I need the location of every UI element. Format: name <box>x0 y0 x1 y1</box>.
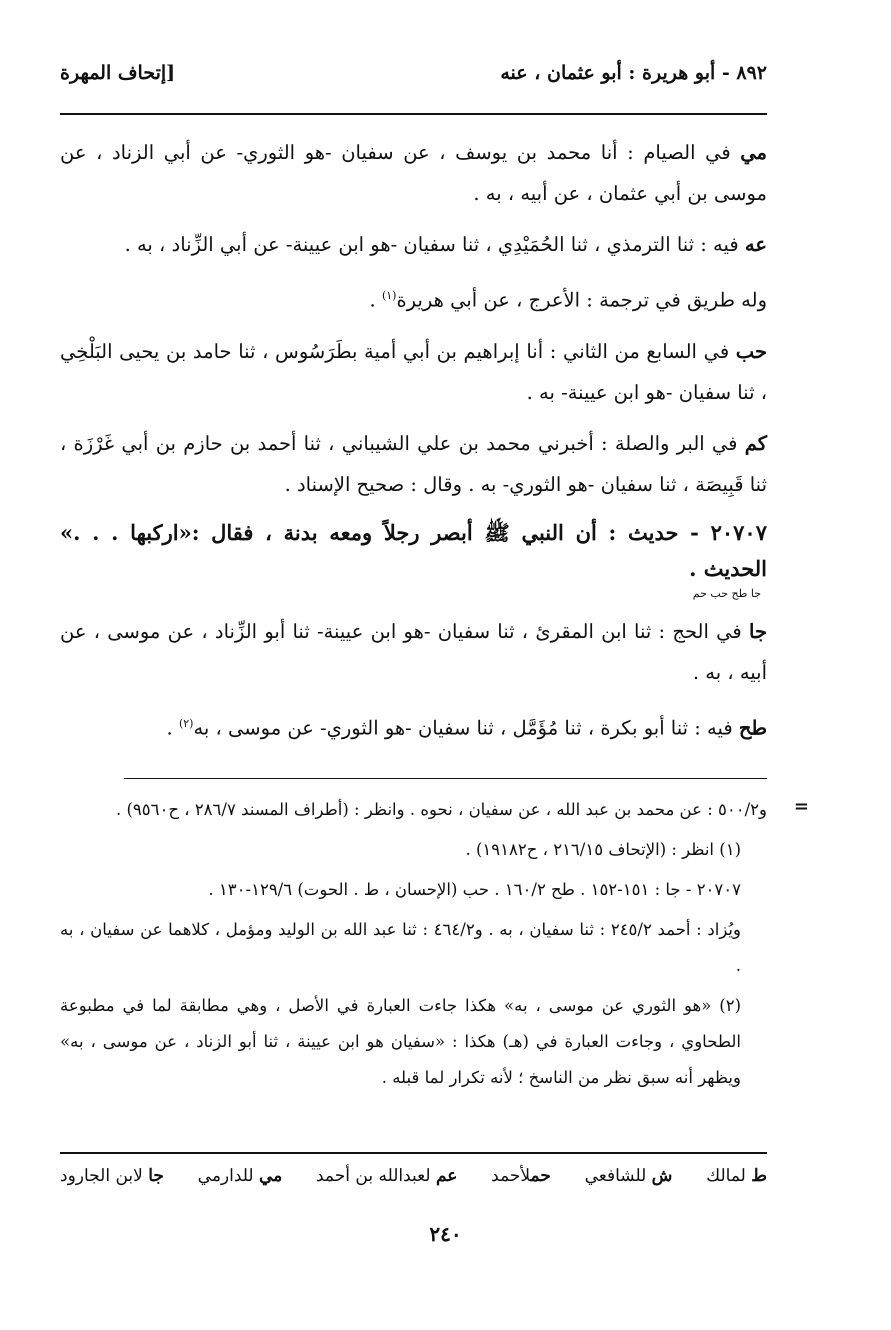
hadith-entry <box>60 515 767 601</box>
source-code: حب <box>735 339 767 363</box>
source-code: عه <box>744 233 767 256</box>
continuation-marker: = <box>793 796 809 817</box>
footnote-1: (١) انظر : (الإتحاف ٢١٦/١٥ ، ح١٩١٨٢) . <box>465 840 741 859</box>
main-text <box>60 132 767 758</box>
header-rule <box>60 113 767 115</box>
legend-item: حملأحمد <box>491 1166 551 1186</box>
source-code: مي <box>740 141 767 164</box>
page-header <box>60 62 767 92</box>
hadith-number: ٢٠٧٠٧ <box>710 519 767 545</box>
legend-rule <box>60 1152 767 1154</box>
running-title: ٨٩٢ - أبو هريرة : أبو عثمان ، عنه <box>500 62 767 84</box>
paragraph-hb: حب في السابع من الثاني : أنا إبراهيم بن أبي أمية بطَرَسُوس ، ثنا حامد بن يحيى البَلْخِي ، ثنا سفيان -هو ابن عيينة- به . <box>60 339 767 404</box>
footnote-2: (٢) «هو الثوري عن موسى ، به» هكذا جاءت العبارة في الأصل ، وهي مطابقة لما في مطبوعة الطحاوي ، وجاءت العبارة في (هـ) هكذا : «سفيان هو ابن عيينة ، ثنا أبو الزناد ، عن موسى ، به» ويظهر أنه سبق نظر من الناسخ ؛ لأنه تكرار لما قبله . <box>60 996 741 1087</box>
footnotes <box>60 792 767 1100</box>
legend-item: جا لابن الجارود <box>60 1166 164 1186</box>
footnote-hadith-sources: ٢٠٧٠٧ - جا : ١٥١-١٥٢ . طح ١٦٠/٢ . حب (الإحسان ، ط . الحوت) ١٢٩/٦-١٣٠ . <box>208 880 741 899</box>
legend-item: ش للشافعي <box>584 1166 673 1186</box>
paragraph-th: طح فيه : ثنا أبو بكرة ، ثنا مُؤَمَّل ، ثنا سفيان -هو الثوري- عن موسى ، به$^{(٢)}$ . <box>166 716 767 739</box>
paragraph-mi: مي في الصيام : أنا محمد بن يوسف ، عن سفيان -هو الثوري- عن أبي الزناد ، عن موسى بن أبي عثمان ، عن أبيه ، به . <box>60 141 767 205</box>
hadith-sigla: جا طح حب حم <box>692 586 761 600</box>
legend-item: ط لمالك <box>706 1166 767 1186</box>
footnote-rule <box>124 778 767 779</box>
paragraph-cross-reference: وله طريق في ترجمة : الأعرج ، عن أبي هريرة$^{(١)}$ . <box>369 288 767 312</box>
book-title: [إتحاف المهرة <box>60 62 176 84</box>
legend-item: عم لعبدالله بن أحمد <box>316 1166 458 1186</box>
footnote-additions: ويُزاد : أحمد ٢٤٥/٢ : ثنا سفيان ، به . و٤٦٤/٢ : ثنا عبد الله بن الوليد ومؤمل ، كلاهما عن سفيان ، به . <box>60 920 741 975</box>
source-code: طح <box>738 716 767 739</box>
footnote-continued: و٥٠٠/٢ : عن محمد بن عبد الله ، عن سفيان ، نحوه . وانظر : (أطراف المسند ٢٨٦/٧ ، ح٩٥٦٠) . <box>115 800 767 819</box>
paragraph-km: كم في البر والصلة : أخبرني محمد بن علي الشيباني ، ثنا أحمد بن حازم بن أبي غَرْزَة ، ثنا قَبِيصَة ، ثنا سفيان -هو الثوري- به . وقال : صحيح الإسناد . <box>60 431 767 496</box>
footnote-ref: (١) <box>381 289 397 302</box>
footnote-ref: (٢) <box>178 716 194 730</box>
page-number: ٢٤٠ <box>429 1222 462 1246</box>
legend-item: مي للدارمي <box>197 1166 283 1186</box>
source-code: كم <box>744 431 767 455</box>
sigla-legend <box>60 1166 767 1186</box>
hadith-text: - حديث : أن النبي ﷺ أبصر رجلاً ومعه بدنة ، فقال :«اركبها . . .» الحديث . <box>60 519 767 581</box>
paragraph-ja: جا في الحج : ثنا ابن المقرئ ، ثنا سفيان -هو ابن عيينة- ثنا أبو الزِّناد ، عن موسى ، عن أبيه ، به . <box>60 619 767 684</box>
source-code: جا <box>749 619 767 643</box>
paragraph-ah: عه فيه : ثنا الترمذي ، ثنا الحُمَيْدِي ، ثنا سفيان -هو ابن عيينة- عن أبي الزِّناد ، به . <box>124 233 767 256</box>
